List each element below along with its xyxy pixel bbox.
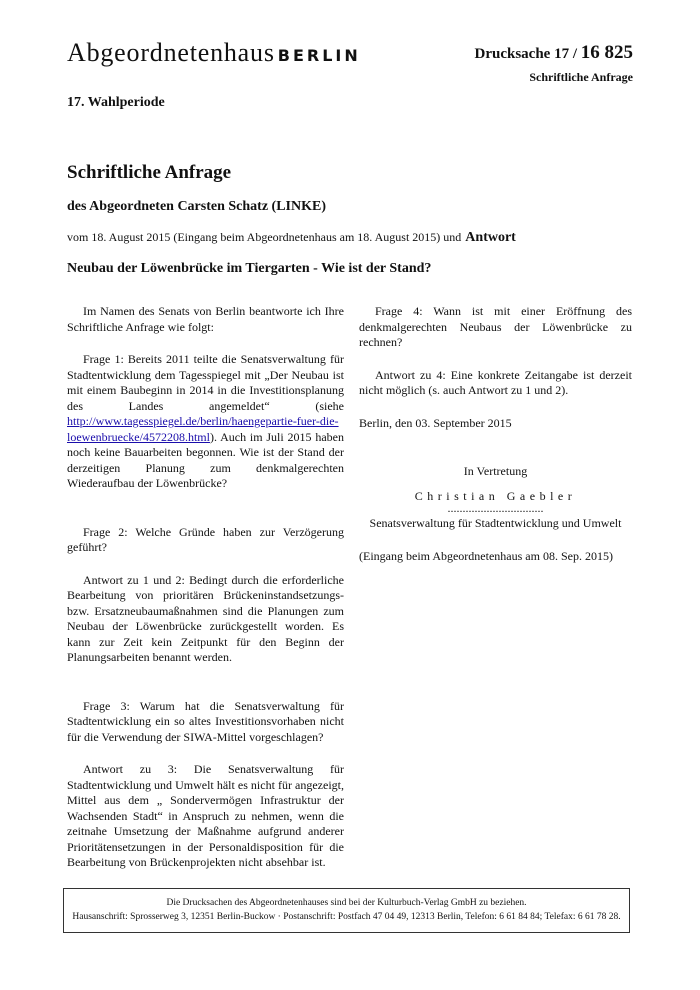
- authority-name: Senatsverwaltung für Stadtentwicklung und Umwelt: [369, 516, 622, 530]
- frage-3: Frage 3: Warum hat die Senatsverwaltung für Stadtentwicklung ein so altes Investitionsvorhaben nicht für die Verwendung der SIWA-Mittel vorgeschlagen?: [67, 698, 344, 744]
- intro-paragraph: Im Namen des Senats von Berlin beantworte ich Ihre Schriftliche Anfrage wie folgt:: [67, 304, 344, 334]
- footer-box: [63, 888, 630, 933]
- antwort-4: Antwort zu 4: Eine konkrete Zeitangabe ist derzeit nicht möglich (s. auch Antwort zu 1 und 2).: [359, 367, 632, 397]
- document-type: Schriftliche Anfrage: [529, 70, 633, 84]
- tagesspiegel-link[interactable]: http://www.tagesspiegel.de/berlin/haengepartie-fuer-die-loewenbruecke/4572208.html: [67, 414, 339, 444]
- frage-4: Frage 4: Wann ist mit einer Eröffnung des denkmalgerechten Neubaus der Löwenbrücke zu rechnen?: [359, 304, 632, 349]
- page-title: Schriftliche Anfrage: [67, 162, 232, 183]
- in-vertretung: In Vertretung: [463, 464, 528, 478]
- footer-line-2: Hausanschrift: Sprosserweg 3, 12351 Berlin-Buckow · Postanschrift: Postfach 47 04 49, 12313 Berlin, Telefon: 6 61 84 84; Telefax: 6 61 78 28.: [72, 912, 621, 922]
- frage-1-text: Frage 1: Bereits 2011 teilte die Senatsverwaltung für Stadtentwicklung dem Tagesspiegel mit „Der Neubau ist mit einem Baubeginn in 2014 in die Investitionsplanung des Landes angemeldet“ (siehe: [67, 352, 344, 413]
- subject-heading: Neubau der Löwenbrücke im Tiergarten - Wie ist der Stand?: [67, 261, 432, 276]
- institution-city: BERLIN: [277, 46, 361, 65]
- election-period: 17. Wahlperiode: [67, 95, 165, 110]
- frage-2: Frage 2: Welche Gründe haben zur Verzögerung geführt?: [67, 524, 344, 554]
- drucksache-number: 16 825: [580, 42, 633, 63]
- member-line: des Abgeordneten Carsten Schatz (LINKE): [67, 199, 326, 214]
- date-place: Berlin, den 03. September 2015: [359, 415, 512, 430]
- right-column: [359, 304, 632, 564]
- frage-1: [67, 352, 344, 492]
- institution-logo: [67, 38, 361, 68]
- footer-line-1: Die Drucksachen des Abgeordnetenhauses sind bei der Kulturbuch-Verlag GmbH zu beziehen.: [166, 898, 527, 908]
- antwort-1-2: Antwort zu 1 und 2: Bedingt durch die erforderliche Bearbeitung von prioritären Brückeninstandsetzungs- bzw. Ersatzneubaumaßnahmen sind die Planungen zum Neubau der Löwenbrücke zurückgestellt worden. Es kann zur Zeit kein Zeitpunkt für den Beginn der Planungsarbeiten benannt werden.: [67, 572, 344, 664]
- document-reference: [475, 42, 634, 85]
- eingang-note: (Eingang beim Abgeordnetenhaus am 08. Sep. 2015): [359, 548, 613, 563]
- drucksache-label: Drucksache 17 /: [474, 46, 581, 62]
- dateline: [67, 230, 516, 246]
- signature-dots: ................................: [447, 501, 544, 515]
- institution-name: Abgeordnetenhaus: [67, 38, 275, 67]
- signatory-name: Christian Gaebler: [414, 488, 577, 503]
- frage-1-text-end: ). Auch im Juli 2015 haben noch keine Bauarbeiten begonnen. Wie ist der Stand der derzeitigen Planung zum denkmalgerechten Wiederaufbau der Löwenbrücke?: [67, 429, 344, 490]
- drucksache-line: [475, 42, 634, 64]
- antwort-3: Antwort zu 3: Die Senatsverwaltung für Stadtentwicklung und Umwelt hält es nicht für angezeigt, Mittel aus dem „ Sondervermögen Infrastruktur der Wachsenden Stadt“ in Anspruch zu nehmen, wenn die zeitnahe Umsetzung der Maßnahme aufgrund anderer Prioritätensetzungen in der Personaldisposition für die Bearbeitung von Brückenprojekten nicht absehbar ist.: [67, 762, 344, 869]
- left-column: [67, 304, 344, 871]
- dateline-text: vom 18. August 2015 (Eingang beim Abgeordnetenhaus am 18. August 2015) und: [67, 230, 462, 244]
- antwort-label: Antwort: [465, 230, 516, 245]
